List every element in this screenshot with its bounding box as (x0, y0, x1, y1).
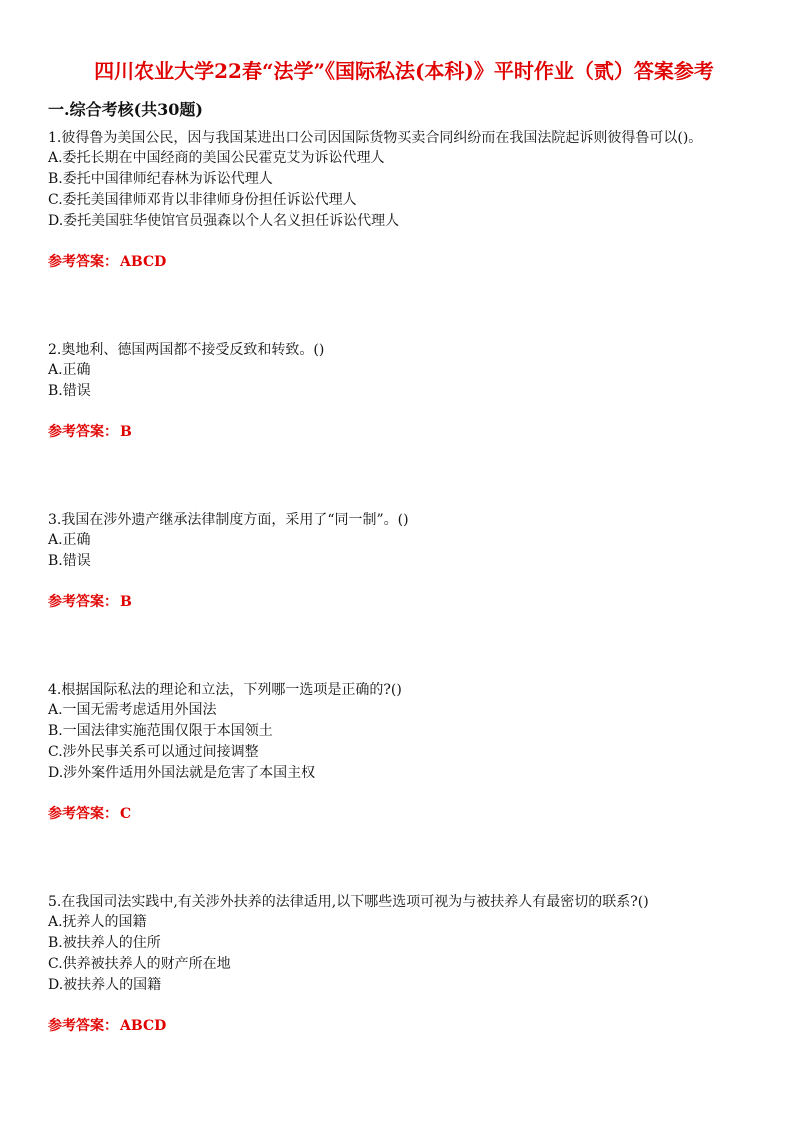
answer-value: B (120, 594, 132, 610)
answer-label: 参考答案： (48, 254, 118, 270)
question-option: D.涉外案件适用外国法就是危害了本国主权 (48, 765, 316, 781)
question-option: B.一国法律实施范围仅限于本国领土 (48, 723, 273, 739)
answer-label: 参考答案： (48, 806, 118, 822)
document-title: 四川农业大学22春“法学”《国际私法(本科)》平时作业（贰）答案参考 (94, 59, 714, 83)
answer-line (48, 422, 760, 442)
answer-label: 参考答案： (48, 594, 118, 610)
question-2 (48, 340, 760, 442)
answer-label: 参考答案： (48, 424, 118, 440)
answer-value: ABCD (120, 254, 167, 270)
question-stem: 2.奥地利、德国两国都不接受反致和转致。() (48, 342, 325, 358)
question-5 (48, 892, 760, 1036)
question-stem: 1.彼得鲁为美国公民，因与我国某进出口公司因国际货物买卖合同纠纷而在我国法院起诉则彼得鲁可以()。 (48, 130, 703, 146)
question-option: C.委托美国律师邓肯以非律师身份担任诉讼代理人 (48, 192, 357, 208)
question-option: A.正确 (48, 362, 91, 378)
question-option: A.正确 (48, 532, 91, 548)
question-option: D.被扶养人的国籍 (48, 977, 162, 993)
question-stem: 5.在我国司法实践中,有关涉外扶养的法律适用,以下哪些选项可视为与被扶养人有最密切的联系?() (48, 894, 649, 910)
question-option: B.委托中国律师纪春林为诉讼代理人 (48, 171, 273, 187)
question-option: B.被扶养人的住所 (48, 935, 161, 951)
section-heading: 一.综合考核(共30题) (48, 100, 203, 119)
answer-line (48, 804, 760, 824)
question-4 (48, 680, 760, 824)
answer-value: ABCD (120, 1018, 167, 1034)
answer-line (48, 592, 760, 612)
question-1 (48, 128, 760, 272)
answer-value: B (120, 424, 132, 440)
question-option: A.委托长期在中国经商的美国公民霍克艾为诉讼代理人 (48, 150, 385, 166)
question-option: C.涉外民事关系可以通过间接调整 (48, 744, 259, 760)
answer-value: C (120, 806, 132, 822)
question-stem: 3.我国在涉外遗产继承法律制度方面，采用了“同一制”。() (48, 512, 409, 528)
question-option: B.错误 (48, 383, 91, 399)
answer-label: 参考答案： (48, 1018, 118, 1034)
answer-line (48, 252, 760, 272)
question-stem: 4.根据国际私法的理论和立法，下列哪一选项是正确的?() (48, 682, 402, 698)
question-option: D.委托美国驻华使馆官员强森以个人名义担任诉讼代理人 (48, 213, 400, 229)
question-option: A.一国无需考虑适用外国法 (48, 702, 217, 718)
question-option: C.供养被扶养人的财产所在地 (48, 956, 231, 972)
question-3 (48, 510, 760, 612)
question-option: A.抚养人的国籍 (48, 914, 147, 930)
question-option: B.错误 (48, 553, 91, 569)
answer-line (48, 1016, 760, 1036)
